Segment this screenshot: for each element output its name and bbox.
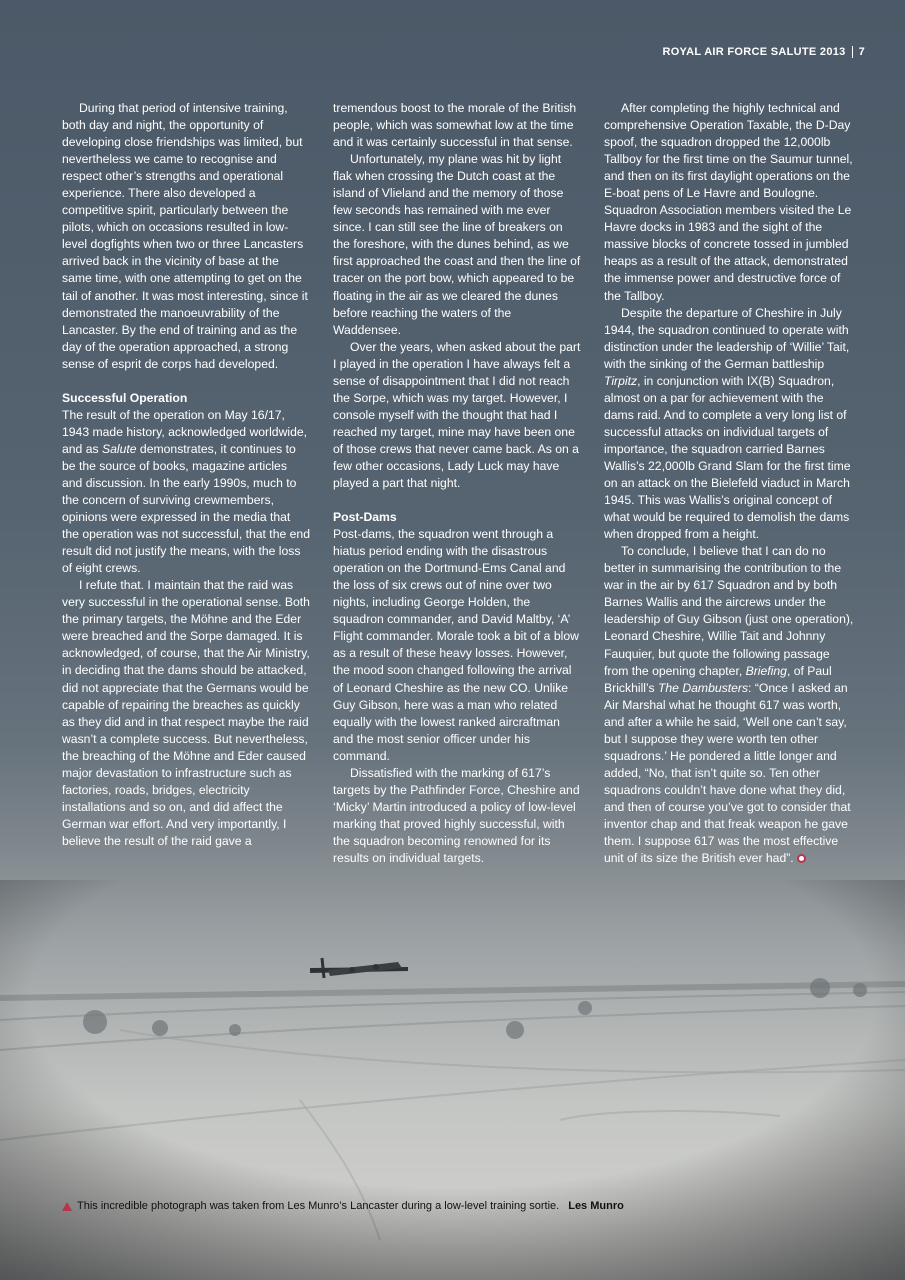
paragraph: The result of the operation on May 16/17, 1943 made history, acknowledged worldwide, and as Salute demonstrates, it continues to be the source of books, magazine articles and discussion. In the early 1990s, much to the concern of surviving crewmembers, opinions were expressed in the media that the operation was not successful, that the end result did not justify the means, with the loss of eight crews. [62, 407, 310, 576]
running-head [662, 46, 865, 58]
paragraph: Despite the departure of Cheshire in July 1944, the squadron continued to operate with distinction under the leadership of ‘Willie’ Tait, with the sinking of the German battleship Tirpitz, in conjunction with IX(B) Squadron, almost on a par for achievement with the dams raid. And to complete a very long list of successful attacks on individual targets of importance, the squadron carried Barnes Wallis’s 22,000lb Grand Slam for the first time on an attack on the Bielefeld viaduct in March 1945. This was Wallis’s original concept of what would be required to demolish the dams when dropped from a height. [604, 305, 851, 542]
end-of-article-icon [797, 854, 806, 863]
caption-text: This incredible photograph was taken from Les Munro’s Lancaster during a low-level training sortie. [77, 1200, 560, 1212]
paragraph: Unfortunately, my plane was hit by light flak when crossing the Dutch coast at the island of Vlieland and the memory of those few seconds has remained with me ever since. I can still see the line of breakers on the foreshore, with the dunes behind, as we first approached the coast and then the line of tracer on the port bow, which appeared to be floating in the air as we cleared the dunes before reaching the waters of the Waddensee. [333, 152, 581, 337]
section-heading-post-dams: Post-Dams [333, 510, 397, 525]
paragraph: Dissatisfied with the marking of 617’s targets by the Pathfinder Force, Cheshire and ‘Micky’ Martin introduced a policy of low-level marking that proved highly successful, with the squadron becoming renowned for its results on individual targets. [333, 765, 580, 865]
paragraph: During that period of intensive training, both day and night, the opportunity of developing close friendships was limited, but nevertheless we came to recognise and respect other’s strengths and operational experience. There also developed a competitive spirit, particularly between the pilots, which on occasions resulted in low-level dogfights when two or three Lancasters arrived back in the vicinity of base at the same time, with one attempting to get on the tail of another. It was most interesting, since it demonstrated the manoeuvrability of the Lancaster. By the end of training and as the day of the operation approached, a strong sense of esprit de corps had developed. [62, 101, 308, 371]
paragraph: tremendous boost to the morale of the British people, which was somewhat low at the time and it was certainly successful in that sense. [333, 101, 577, 150]
ship-name-italic: Tirpitz [604, 373, 638, 388]
caption-pointer-icon [62, 1202, 72, 1211]
paragraph: To conclude, I believe that I can do no better in summarising the contribution to the war in the air by 617 Squadron and by both Barnes Wallis and the aircrews under the leadership of Guy Gibson (just one operation), Leonard Cheshire, Willie Tait and Johnny Fauquier, but quote the following passage from the opening chapter, Briefing, of Paul Brickhill’s The Dambusters: “Once I asked an Air Marshal what he thought 617 was worth, and after a while he said, ‘Well one can’t say, but I suppose they were worth ten other squadrons.’ He pondered a little longer and added, “No, that isn’t quite so. Ten other squadrons couldn’t have done what they did, and then of course you’ve got to consider that inventor chap and that freak weapon he gave them. I suppose 617 was the most effective unit of its size the British ever had”. [604, 544, 854, 866]
photo-credit: Les Munro [568, 1200, 624, 1212]
publication-title: ROYAL AIR FORCE SALUTE 2013 [662, 46, 846, 58]
page-number: 7 [858, 46, 865, 58]
photo-vignette [0, 880, 905, 1280]
publication-name-italic: Salute [101, 441, 137, 456]
text-column-2 [333, 100, 581, 867]
header-divider [852, 46, 853, 58]
chapter-title-italic: Briefing [745, 663, 787, 678]
photo-caption [62, 1200, 624, 1212]
paragraph: Post-dams, the squadron went through a hiatus period ending with the disastrous operation on the Dortmund-Ems Canal and the loss of six crews out of nine over two nights, including George Holden, the squadron commander, and David Maltby, ‘A’ Flight commander. Morale took a bit of a blow as a result of these heavy losses. However, the mood soon changed following the arrival of Leonard Cheshire as the new CO. Unlike Guy Gibson, here was a man who related equally with the lowest ranked aircraftman and the most senior officer under his command. [333, 527, 579, 763]
paragraph: After completing the highly technical and comprehensive Operation Taxable, the D-Day spoof, the squadron dropped the 12,000lb Tallboy for the first time on the Saumur tunnel, and then on its first daylight operations on the E-boat pens of Le Havre and Boulogne. Squadron Association members visited the Le Havre docks in 1983 and the sight of the massive blocks of concrete tossed in jumbled heaps as a result of the attack, demonstrated the immense power and destructive force of the Tallboy. [604, 101, 853, 303]
paragraph: I refute that. I maintain that the raid was very successful in the operational sense. Both the primary targets, the Möhne and the Eder were breached and the Sorpe damaged. It is acknowledged, of course, that the Air Ministry, in deciding that the dams should be attacked, did not appreciate that the Germans would be capable of repairing the breaches as quickly as they did and in that respect maybe the raid wasn’t a complete success. But nevertheless, the breaching of the Möhne and Eder caused major devastation to infrastructure such as factories, roads, bridges, electricity installations and so on, and did affect the German war effort. And very importantly, I believe the result of the raid gave a [62, 578, 310, 848]
paragraph: Over the years, when asked about the part I played in the operation I have always felt a sense of disappointment that I did not reach the Sorpe, which was my target. However, I console myself with the thought that had I reached my target, mine may have been one of those crews that never came back. As on a few other occasions, Lady Luck may have played a part that night. [333, 339, 581, 491]
section-heading-successful-operation: Successful Operation [62, 390, 188, 405]
text-column-1 [62, 100, 310, 850]
lancaster-photo [0, 880, 905, 1280]
book-title-italic: The Dambusters [657, 680, 749, 695]
text-column-3 [604, 100, 856, 867]
